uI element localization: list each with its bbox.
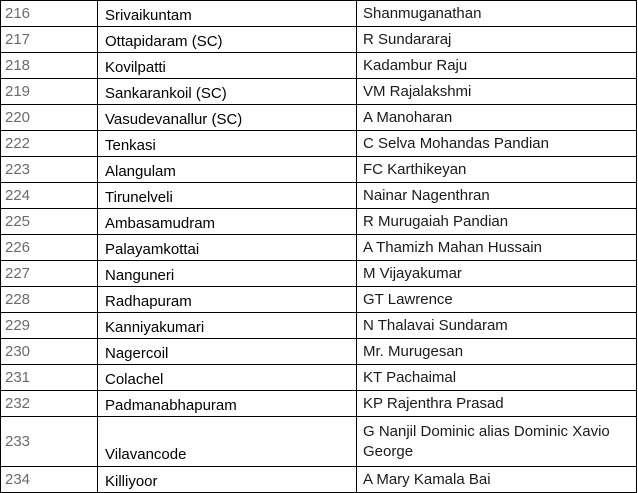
candidate-cell: C Selva Mohandas Pandian bbox=[357, 131, 637, 157]
table-row bbox=[1, 183, 637, 209]
constituency-cell: Vasudevanallur (SC) bbox=[98, 105, 357, 131]
candidate-cell: M Vijayakumar bbox=[357, 261, 637, 287]
table-row bbox=[1, 261, 637, 287]
candidate-cell: Nainar Nagenthran bbox=[357, 183, 637, 209]
serial-number-cell: 231 bbox=[1, 365, 98, 391]
serial-number-cell: 218 bbox=[1, 53, 98, 79]
candidate-cell: A Thamizh Mahan Hussain bbox=[357, 235, 637, 261]
table-row bbox=[1, 79, 637, 105]
serial-number-cell: 232 bbox=[1, 391, 98, 417]
serial-number-cell: 234 bbox=[1, 467, 98, 493]
table-body bbox=[1, 1, 637, 493]
table-row bbox=[1, 157, 637, 183]
table-row bbox=[1, 53, 637, 79]
constituency-cell: Ambasamudram bbox=[98, 209, 357, 235]
serial-number-cell: 227 bbox=[1, 261, 98, 287]
candidate-cell: GT Lawrence bbox=[357, 287, 637, 313]
serial-number-cell: 228 bbox=[1, 287, 98, 313]
candidate-cell: FC Karthikeyan bbox=[357, 157, 637, 183]
candidate-cell: A Manoharan bbox=[357, 105, 637, 131]
candidate-cell: G Nanjil Dominic alias Dominic Xavio George bbox=[357, 417, 637, 467]
table-row bbox=[1, 27, 637, 53]
serial-number-cell: 226 bbox=[1, 235, 98, 261]
constituency-cell: Killiyoor bbox=[98, 467, 357, 493]
serial-number-cell: 219 bbox=[1, 79, 98, 105]
constituency-cell: Vilavancode bbox=[98, 417, 357, 467]
table-row bbox=[1, 391, 637, 417]
candidate-cell: Mr. Murugesan bbox=[357, 339, 637, 365]
candidate-cell: VM Rajalakshmi bbox=[357, 79, 637, 105]
constituency-cell: Ottapidaram (SC) bbox=[98, 27, 357, 53]
constituency-cell: Kanniyakumari bbox=[98, 313, 357, 339]
table-row bbox=[1, 105, 637, 131]
constituency-cell: Kovilpatti bbox=[98, 53, 357, 79]
constituency-cell: Palayamkottai bbox=[98, 235, 357, 261]
candidate-cell: KT Pachaimal bbox=[357, 365, 637, 391]
serial-number-cell: 217 bbox=[1, 27, 98, 53]
serial-number-cell: 224 bbox=[1, 183, 98, 209]
serial-number-cell: 225 bbox=[1, 209, 98, 235]
constituency-cell: Sankarankoil (SC) bbox=[98, 79, 357, 105]
table-row bbox=[1, 417, 637, 467]
table-row bbox=[1, 365, 637, 391]
serial-number-cell: 229 bbox=[1, 313, 98, 339]
table-row bbox=[1, 209, 637, 235]
serial-number-cell: 220 bbox=[1, 105, 98, 131]
constituency-cell: Radhapuram bbox=[98, 287, 357, 313]
table-row bbox=[1, 131, 637, 157]
table-row bbox=[1, 467, 637, 493]
constituency-cell: Nagercoil bbox=[98, 339, 357, 365]
constituency-cell: Colachel bbox=[98, 365, 357, 391]
constituency-cell: Tenkasi bbox=[98, 131, 357, 157]
candidate-cell: A Mary Kamala Bai bbox=[357, 467, 637, 493]
table-row bbox=[1, 235, 637, 261]
table-row bbox=[1, 287, 637, 313]
serial-number-cell: 233 bbox=[1, 417, 98, 467]
constituency-cell: Nanguneri bbox=[98, 261, 357, 287]
table-row bbox=[1, 1, 637, 27]
candidate-cell: Shanmuganathan bbox=[357, 1, 637, 27]
candidate-cell: R Sundararaj bbox=[357, 27, 637, 53]
serial-number-cell: 230 bbox=[1, 339, 98, 365]
constituency-cell: Padmanabhapuram bbox=[98, 391, 357, 417]
candidate-cell: Kadambur Raju bbox=[357, 53, 637, 79]
candidate-cell: R Murugaiah Pandian bbox=[357, 209, 637, 235]
table-row bbox=[1, 313, 637, 339]
table-row bbox=[1, 339, 637, 365]
serial-number-cell: 223 bbox=[1, 157, 98, 183]
constituency-cell: Srivaikuntam bbox=[98, 1, 357, 27]
serial-number-cell: 222 bbox=[1, 131, 98, 157]
constituency-cell: Tirunelveli bbox=[98, 183, 357, 209]
candidate-cell: KP Rajenthra Prasad bbox=[357, 391, 637, 417]
constituency-cell: Alangulam bbox=[98, 157, 357, 183]
candidate-cell: N Thalavai Sundaram bbox=[357, 313, 637, 339]
serial-number-cell: 216 bbox=[1, 1, 98, 27]
